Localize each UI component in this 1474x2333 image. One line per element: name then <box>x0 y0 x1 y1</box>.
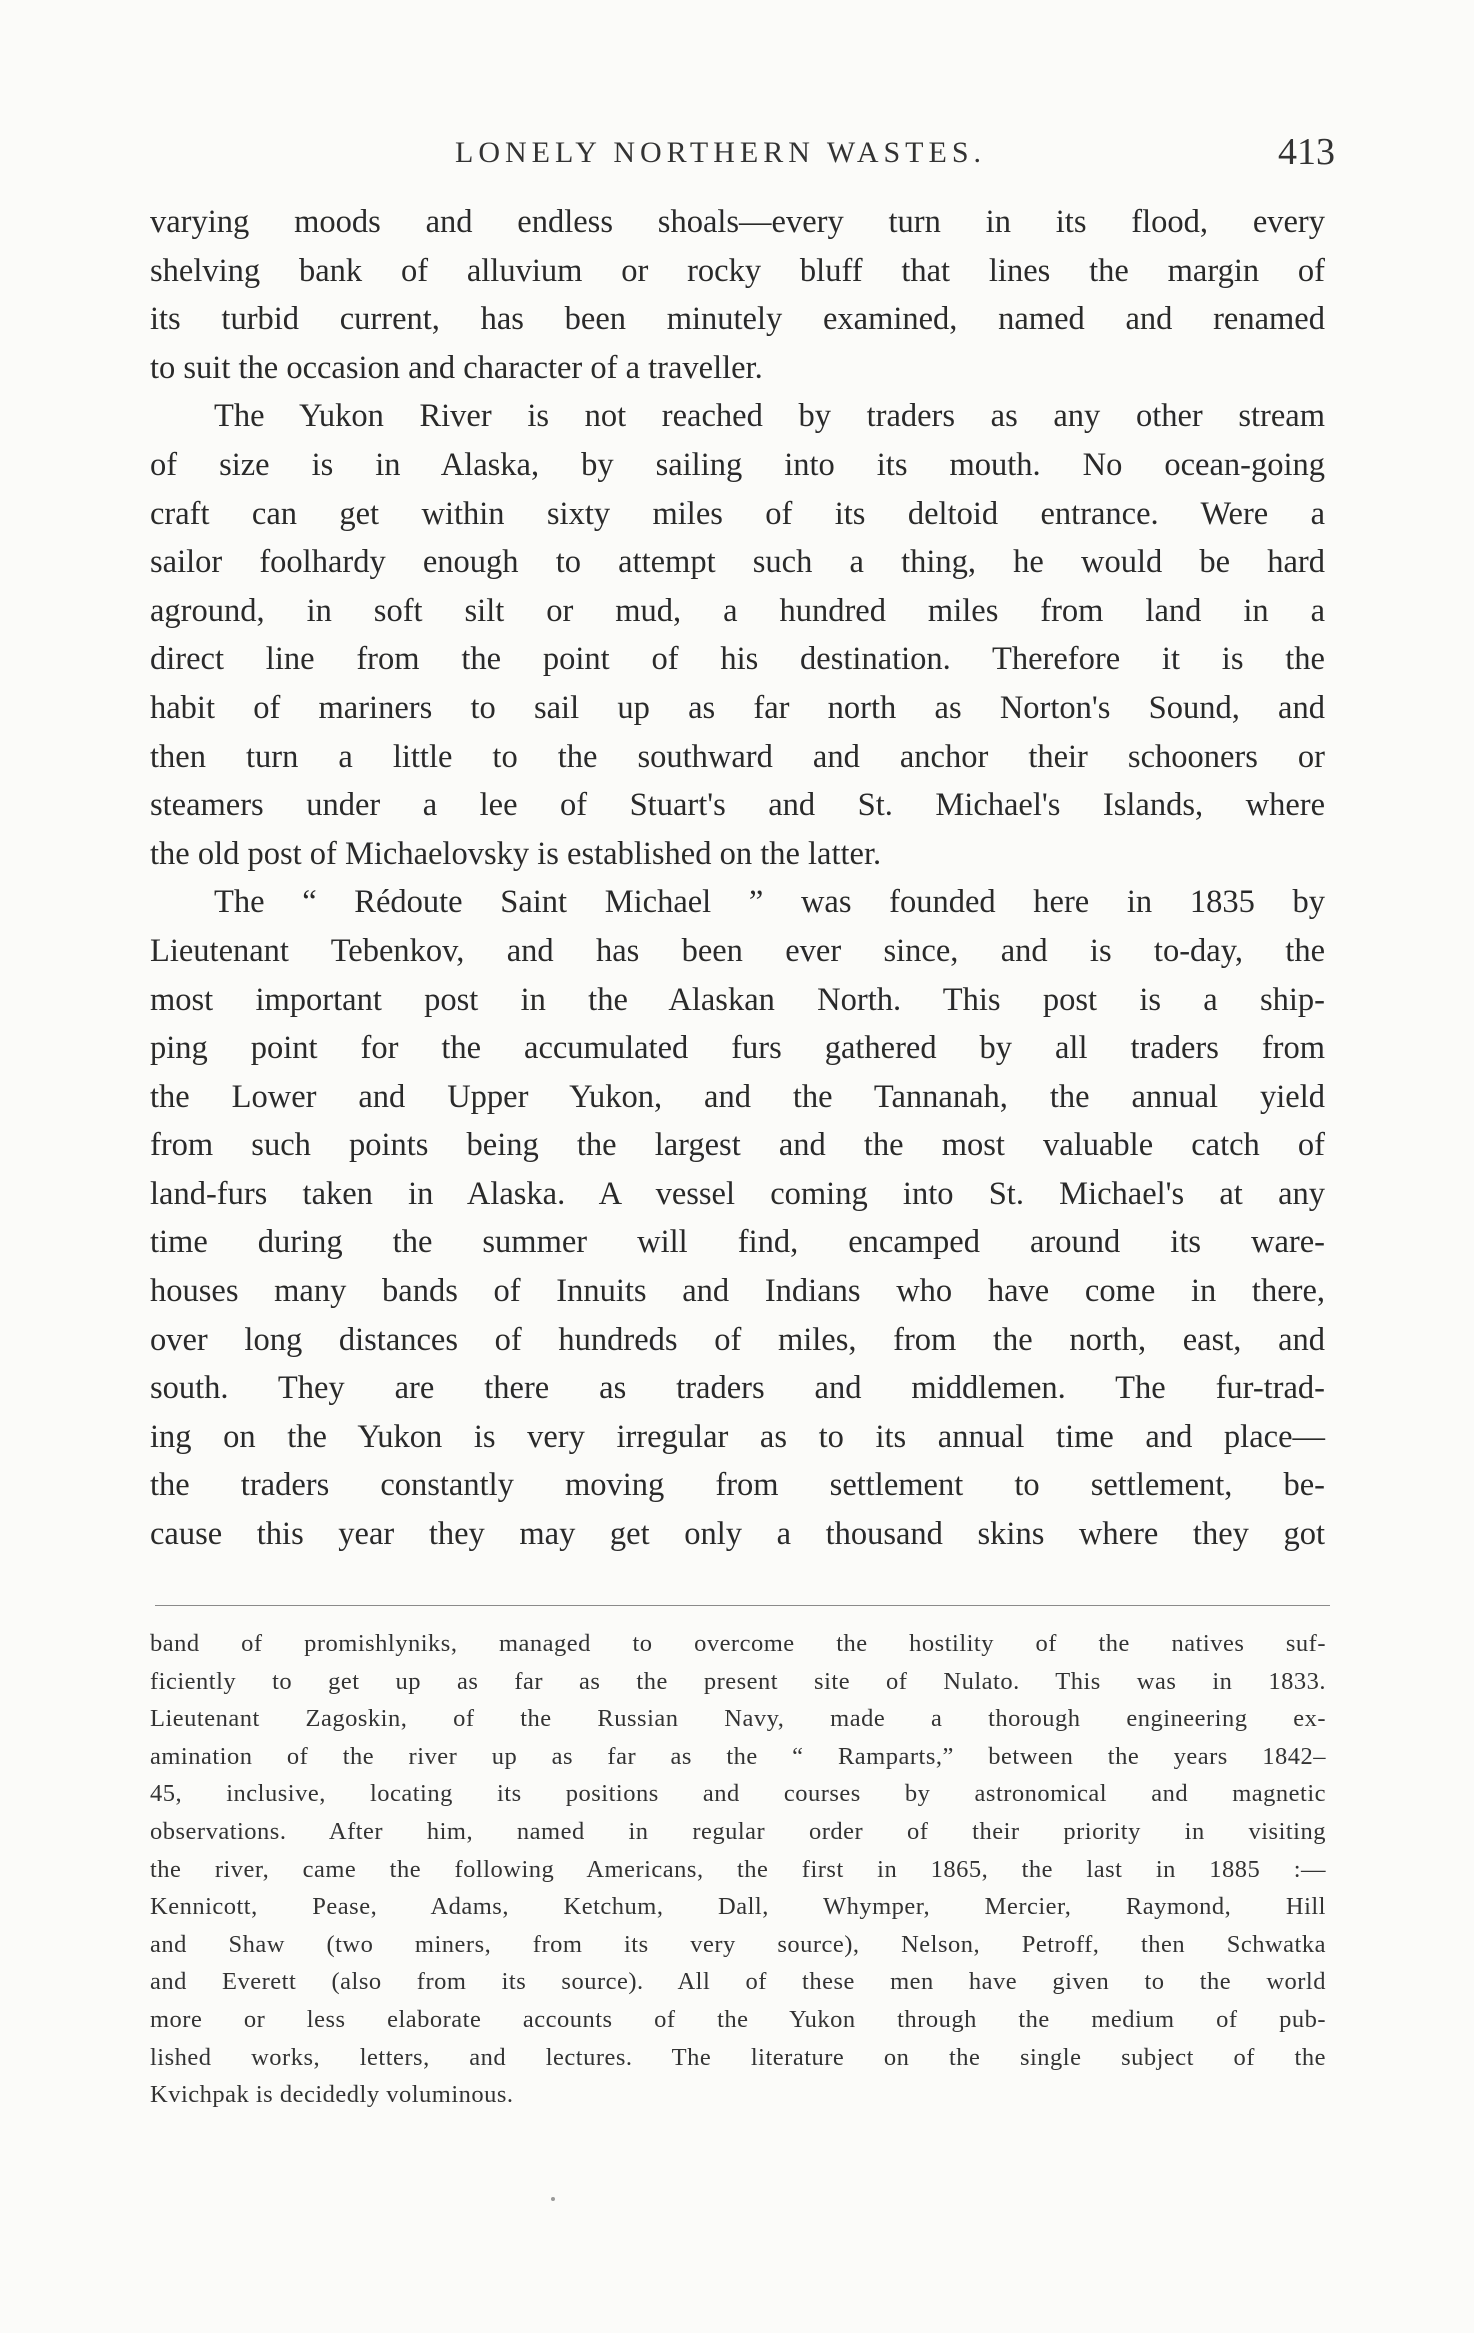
text-line: habit of mariners to sail up as far north as Norton's Sound, and <box>150 689 1325 726</box>
text-line: The “ Rédoute Saint Michael ” was founded here in 1835 by <box>214 884 1325 921</box>
text-line: south. They are there as traders and middlemen. The fur-trad- <box>150 1370 1325 1407</box>
text-line: cause this year they may get only a thousand skins where they got <box>150 1516 1325 1553</box>
text-line: of size is in Alaska, by sailing into its mouth. No ocean-going <box>150 446 1325 483</box>
text-line: the traders constantly moving from settlement to settlement, be- <box>150 1467 1325 1504</box>
footnote-line: more or less elaborate accounts of the Yukon through the medium of pub- <box>150 2005 1326 2033</box>
footnote-line: observations. After him, named in regular order of their priority in visiting <box>150 1817 1326 1845</box>
text-line: its turbid current, has been minutely examined, named and renamed <box>150 301 1325 338</box>
footnote-line: Kvichpak is decidedly voluminous. <box>150 2081 514 2109</box>
footnote-line: Lieutenant Zagoskin, of the Russian Navy, made a thorough engineering ex- <box>150 1705 1326 1733</box>
footnote-line: lished works, letters, and lectures. The literature on the single subject of the <box>150 2043 1326 2071</box>
footnote-line: the river, came the following Americans, the first in 1865, the last in 1885 :— <box>150 1855 1326 1883</box>
text-line: ping point for the accumulated furs gathered by all traders from <box>150 1030 1325 1067</box>
running-head: LONELY NORTHERN WASTES. <box>455 136 987 169</box>
body-text <box>150 198 1325 1559</box>
text-line: direct line from the point of his destination. Therefore it is the <box>150 641 1325 678</box>
text-line: shelving bank of alluvium or rocky bluff that lines the margin of <box>150 252 1325 289</box>
footnote-line: and Shaw (two miners, from its very source), Nelson, Petroff, then Schwatka <box>150 1930 1326 1958</box>
text-line: steamers under a lee of Stuart's and St. Michael's Islands, where <box>150 787 1325 824</box>
footnote-line: and Everett (also from its source). All of these men have given to the world <box>150 1968 1326 1996</box>
print-speck <box>551 2197 555 2201</box>
text-line: the Lower and Upper Yukon, and the Tannanah, the annual yield <box>150 1078 1325 1115</box>
text-line: over long distances of hundreds of miles, from the north, east, and <box>150 1321 1325 1358</box>
text-line: houses many bands of Innuits and Indians who have come in there, <box>150 1273 1325 1310</box>
text-line: aground, in soft silt or mud, a hundred miles from land in a <box>150 592 1325 629</box>
text-line: time during the summer will find, encamped around its ware- <box>150 1224 1325 1261</box>
page-number: 413 <box>1278 131 1335 173</box>
footnote-divider <box>155 1605 1330 1606</box>
text-line: ing on the Yukon is very irregular as to its annual time and place— <box>150 1418 1325 1455</box>
text-line: to suit the occasion and character of a traveller. <box>150 349 763 386</box>
page-header <box>455 130 1335 180</box>
footnote-line: ficiently to get up as far as the present site of Nulato. This was in 1833. <box>150 1667 1326 1695</box>
text-line: from such points being the largest and the most valuable catch of <box>150 1127 1325 1164</box>
footnote-line: amination of the river up as far as the “ Ramparts,” between the years 1842– <box>150 1742 1326 1770</box>
text-line: most important post in the Alaskan North. This post is a ship- <box>150 981 1325 1018</box>
footnote <box>150 1625 1326 2114</box>
text-line: land-furs taken in Alaska. A vessel coming into St. Michael's at any <box>150 1175 1325 1212</box>
footnote-line: Kennicott, Pease, Adams, Ketchum, Dall, Whymper, Mercier, Raymond, Hill <box>150 1893 1326 1921</box>
text-line: craft can get within sixty miles of its deltoid entrance. Were a <box>150 495 1325 532</box>
text-line: then turn a little to the southward and anchor their schooners or <box>150 738 1325 775</box>
footnote-line: 45, inclusive, locating its positions and courses by astronomical and magnetic <box>150 1780 1326 1808</box>
text-line: Lieutenant Tebenkov, and has been ever since, and is to-day, the <box>150 932 1325 969</box>
text-line: varying moods and endless shoals—every turn in its flood, every <box>150 204 1325 240</box>
text-line: The Yukon River is not reached by traders as any other stream <box>214 398 1325 435</box>
text-line: sailor foolhardy enough to attempt such a thing, he would be hard <box>150 544 1325 581</box>
text-line: the old post of Michaelovsky is established on the latter. <box>150 835 882 872</box>
footnote-line: band of promishlyniks, managed to overcome the hostility of the natives suf- <box>150 1630 1326 1657</box>
